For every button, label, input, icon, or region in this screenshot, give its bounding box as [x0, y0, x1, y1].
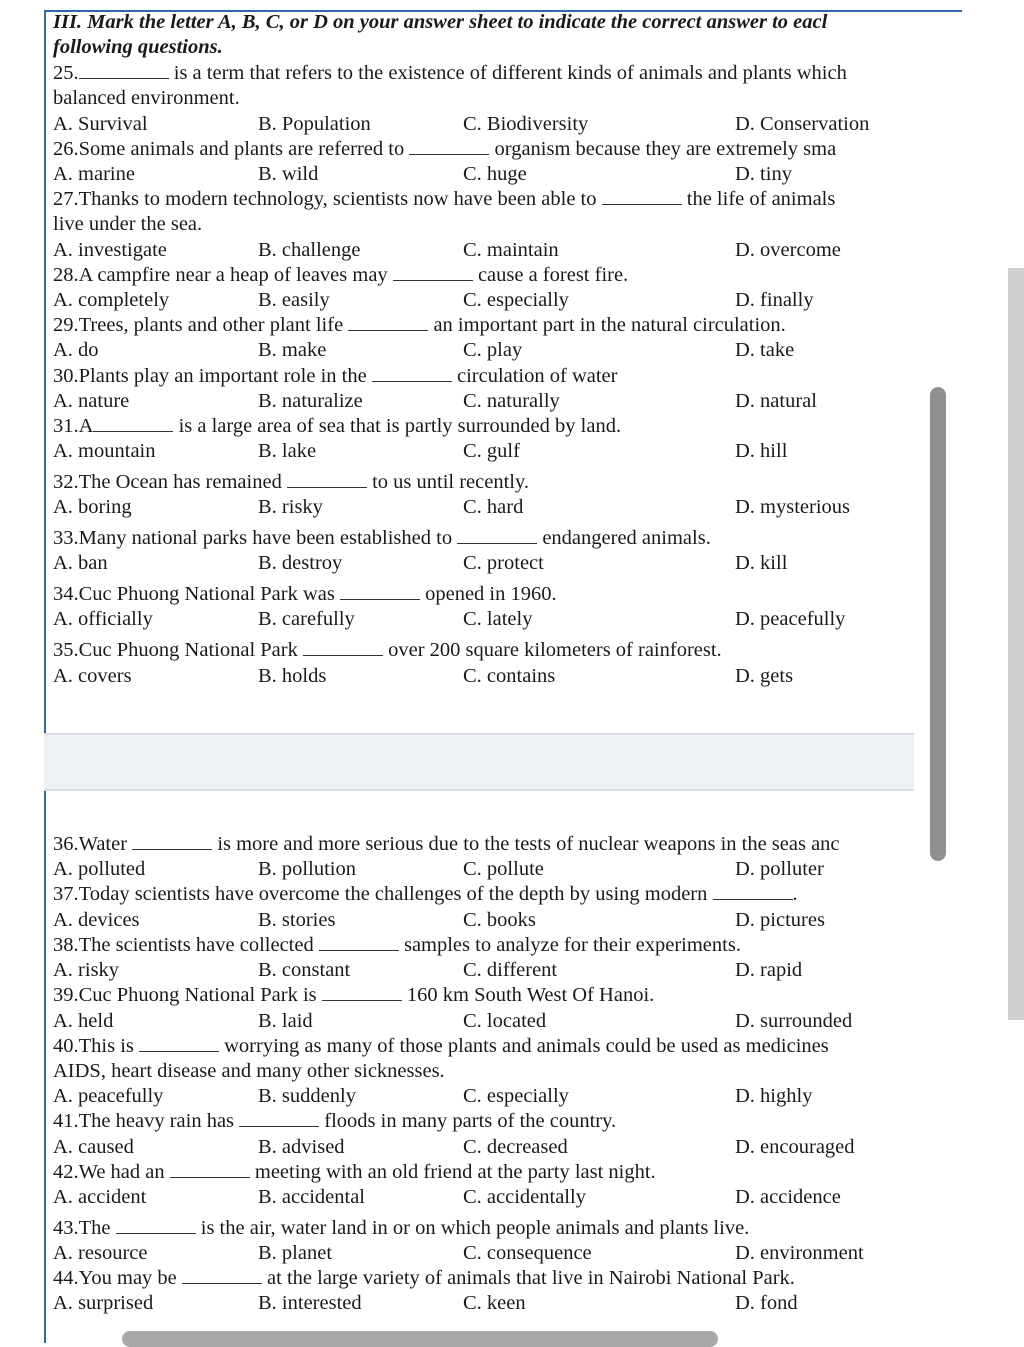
option-b[interactable]: B. suddenly	[258, 1085, 356, 1107]
question-38: 38.The scientists have collected samples to analyze for their experiments.	[53, 934, 741, 956]
option-d[interactable]: D. gets	[735, 665, 794, 687]
option-b[interactable]: B. easily	[258, 289, 330, 311]
horizontal-scrollbar[interactable]	[122, 1331, 718, 1347]
vertical-scrollbar[interactable]	[930, 387, 946, 861]
question-29: 29.Trees, plants and other plant life an important part in the natural circulation.	[53, 314, 786, 336]
option-c[interactable]: C. different	[463, 959, 558, 981]
option-d[interactable]: D. polluter	[735, 858, 824, 880]
option-c[interactable]: C. hard	[463, 496, 524, 518]
option-c[interactable]: C. pollute	[463, 858, 544, 880]
option-d[interactable]: D. natural	[735, 390, 817, 412]
option-a[interactable]: A. do	[53, 339, 99, 361]
option-b[interactable]: B. interested	[258, 1292, 362, 1314]
option-d[interactable]: D. hill	[735, 440, 788, 462]
question-34: 34.Cuc Phuong National Park was opened in 1960.	[53, 583, 557, 605]
question-36: 36.Water is more and more serious due to the tests of nuclear weapons in the seas anc	[53, 833, 840, 855]
side-panel-edge	[1008, 268, 1024, 1020]
option-a[interactable]: A. Survival	[53, 113, 148, 135]
option-c[interactable]: C. keen	[463, 1292, 526, 1314]
question-27-cont: live under the sea.	[53, 213, 203, 235]
option-a[interactable]: A. nature	[53, 390, 130, 412]
option-c[interactable]: C. especially	[463, 1085, 569, 1107]
question-41: 41.The heavy rain has floods in many parts of the country.	[53, 1110, 617, 1132]
option-a[interactable]: A. risky	[53, 959, 120, 981]
question-44: 44.You may be at the large variety of animals that live in Nairobi National Park.	[53, 1267, 795, 1289]
question-33: 33.Many national parks have been established to endangered animals.	[53, 527, 711, 549]
option-b[interactable]: B. naturalize	[258, 390, 363, 412]
option-b[interactable]: B. constant	[258, 959, 351, 981]
option-a[interactable]: A. marine	[53, 163, 135, 185]
option-a[interactable]: A. completely	[53, 289, 170, 311]
option-d[interactable]: D. encouraged	[735, 1136, 855, 1158]
option-c[interactable]: C. play	[463, 339, 523, 361]
question-42: 42.We had an meeting with an old friend at the party last night.	[53, 1161, 656, 1183]
option-b[interactable]: B. holds	[258, 665, 327, 687]
instruction-heading-cont: following questions.	[53, 36, 223, 58]
option-b[interactable]: B. lake	[258, 440, 317, 462]
option-b[interactable]: B. challenge	[258, 239, 361, 261]
option-d[interactable]: D. accidence	[735, 1186, 841, 1208]
option-b[interactable]: B. advised	[258, 1136, 345, 1158]
question-30: 30.Plants play an important role in the circulation of water	[53, 365, 618, 387]
option-c[interactable]: C. gulf	[463, 440, 520, 462]
option-a[interactable]: A. mountain	[53, 440, 156, 462]
option-a[interactable]: A. resource	[53, 1242, 148, 1264]
question-39: 39.Cuc Phuong National Park is 160 km South West Of Hanoi.	[53, 984, 655, 1006]
option-b[interactable]: B. risky	[258, 496, 323, 518]
option-c[interactable]: C. huge	[463, 163, 527, 185]
option-d[interactable]: D. fond	[735, 1292, 798, 1314]
question-25-cont: balanced environment.	[53, 87, 240, 109]
option-a[interactable]: A. boring	[53, 496, 132, 518]
option-b[interactable]: B. accidental	[258, 1186, 366, 1208]
question-40: 40.This is worrying as many of those plants and animals could be used as medicines	[53, 1035, 829, 1057]
option-d[interactable]: D. mysterious	[735, 496, 851, 518]
option-a[interactable]: A. covers	[53, 665, 132, 687]
question-27: 27.Thanks to modern technology, scientists now have been able to the life of animals	[53, 188, 836, 210]
option-a[interactable]: A. surprised	[53, 1292, 154, 1314]
question-28: 28.A campfire near a heap of leaves may cause a forest fire.	[53, 264, 629, 286]
option-b[interactable]: B. pollution	[258, 858, 356, 880]
option-d[interactable]: D. pictures	[735, 909, 825, 931]
option-d[interactable]: D. finally	[735, 289, 814, 311]
option-c[interactable]: C. lately	[463, 608, 533, 630]
instruction-heading: III. Mark the letter A, B, C, or D on your answer sheet to indicate the correct answer to eacl	[53, 11, 828, 33]
option-a[interactable]: A. polluted	[53, 858, 146, 880]
option-a[interactable]: A. accident	[53, 1186, 147, 1208]
page-border-left	[44, 10, 46, 1343]
question-31: 31.A is a large area of sea that is partly surrounded by land.	[53, 415, 622, 437]
question-25: 25. is a term that refers to the existence of different kinds of animals and plants which	[53, 62, 847, 84]
option-a[interactable]: A. held	[53, 1010, 114, 1032]
option-b[interactable]: B. stories	[258, 909, 336, 931]
option-c[interactable]: C. books	[463, 909, 536, 931]
option-d[interactable]: D. peacefully	[735, 608, 846, 630]
option-c[interactable]: C. accidentally	[463, 1186, 586, 1208]
option-c[interactable]: C. consequence	[463, 1242, 592, 1264]
option-a[interactable]: A. devices	[53, 909, 140, 931]
option-d[interactable]: D. environment	[735, 1242, 864, 1264]
option-b[interactable]: B. carefully	[258, 608, 355, 630]
option-d[interactable]: D. Conservation	[735, 113, 870, 135]
question-35: 35.Cuc Phuong National Park over 200 square kilometers of rainforest.	[53, 639, 722, 661]
option-d[interactable]: D. kill	[735, 552, 788, 574]
option-b[interactable]: B. destroy	[258, 552, 343, 574]
option-a[interactable]: A. ban	[53, 552, 108, 574]
option-c[interactable]: C. naturally	[463, 390, 560, 412]
option-a[interactable]: A. caused	[53, 1136, 134, 1158]
option-c[interactable]: C. especially	[463, 289, 569, 311]
option-c[interactable]: C. Biodiversity	[463, 113, 589, 135]
option-d[interactable]: D. highly	[735, 1085, 813, 1107]
option-c[interactable]: C. maintain	[463, 239, 559, 261]
question-40-cont: AIDS, heart disease and many other sicknesses.	[53, 1060, 445, 1082]
option-d[interactable]: D. take	[735, 339, 795, 361]
question-37: 37.Today scientists have overcome the challenges of the depth by using modern .	[53, 883, 798, 905]
option-a[interactable]: A. investigate	[53, 239, 167, 261]
question-32: 32.The Ocean has remained to us until recently.	[53, 471, 530, 493]
option-d[interactable]: D. overcome	[735, 239, 841, 261]
option-d[interactable]: D. rapid	[735, 959, 803, 981]
option-c[interactable]: C. contains	[463, 665, 556, 687]
option-c[interactable]: C. decreased	[463, 1136, 568, 1158]
option-b[interactable]: B. make	[258, 339, 327, 361]
option-b[interactable]: B. laid	[258, 1010, 313, 1032]
option-d[interactable]: D. surrounded	[735, 1010, 853, 1032]
question-43: 43.The is the air, water land in or on which people animals and plants live.	[53, 1217, 750, 1239]
page-break-gap	[44, 733, 914, 791]
option-c[interactable]: C. protect	[463, 552, 544, 574]
option-b[interactable]: B. Population	[258, 113, 371, 135]
option-a[interactable]: A. officially	[53, 608, 153, 630]
question-26: 26.Some animals and plants are referred to organism because they are extremely sma	[53, 138, 837, 160]
option-a[interactable]: A. peacefully	[53, 1085, 164, 1107]
option-b[interactable]: B. wild	[258, 163, 319, 185]
option-c[interactable]: C. located	[463, 1010, 547, 1032]
option-b[interactable]: B. planet	[258, 1242, 333, 1264]
option-d[interactable]: D. tiny	[735, 163, 792, 185]
